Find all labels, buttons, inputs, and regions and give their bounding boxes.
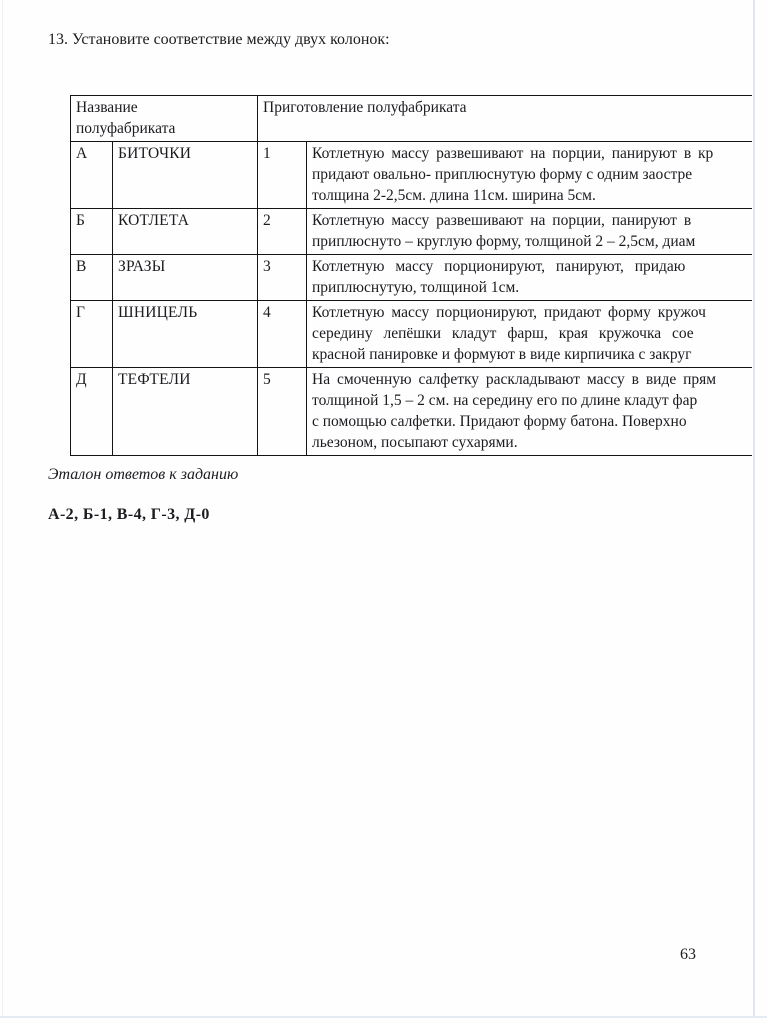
page-number: 63 [680,946,696,963]
table-row [71,255,753,301]
row-letter: Б [71,209,113,255]
header-preparation-column: Приготовление полуфабриката [258,96,753,142]
description-line: приплюснутую, толщиной 1см. [312,279,520,296]
row-name: ШНИЦЕЛЬ [113,301,258,368]
row-name: ТЕФТЕЛИ [113,368,258,456]
table-header-row [71,96,753,142]
page-bottom-edge-line [0,1016,767,1018]
row-letter: А [71,142,113,209]
row-letter: В [71,255,113,301]
description-line: На смоченную салфетку раскладывают массу в виде прям [312,371,717,388]
header-name-column: Название полуфабриката [71,96,258,142]
description-line: середину лепёшки кладут фарш, края кружочка сое [312,325,694,342]
description-line: Котлетную массу порционируют, панируют, придаю [312,258,686,275]
row-number: 2 [258,209,307,255]
description-line: Котлетную массу развешивают на порции, панируют в [312,212,692,229]
description-line: придают овально- приплюснутую форму с одним заостре [312,166,693,183]
table-row [71,209,753,255]
row-name: КОТЛЕТА [113,209,258,255]
description-line: толщина 2-2,5см. длина 11см. ширина 5см. [312,187,596,204]
page-right-edge-line [753,0,755,1017]
answer-key-values: А-2, Б-1, В-4, Г-3, Д-0 [48,506,210,523]
row-number: 5 [258,368,307,456]
row-number: 1 [258,142,307,209]
row-number: 3 [258,255,307,301]
row-description [307,142,753,209]
description-line: толщиной 1,5 – 2 см. на середину его по длине кладут фар [312,392,698,409]
row-description [307,368,753,456]
description-line: льезоном, посыпают сухарями. [312,434,518,451]
description-line: с помощью салфетки. Придают форму батона. Поверхно [312,413,687,430]
row-description [307,209,753,255]
table-row [71,301,753,368]
description-line: Котлетную массу развешивают на порции, панируют в кр [312,145,714,162]
row-description [307,255,753,301]
page-left-edge-line [2,0,3,1017]
table-row [71,142,753,209]
table-row [71,368,753,456]
row-number: 4 [258,301,307,368]
row-letter: Г [71,301,113,368]
row-name: ЗРАЗЫ [113,255,258,301]
row-name: БИТОЧКИ [113,142,258,209]
answer-key-heading: Эталон ответов к заданию [48,466,239,483]
description-line: приплюснуто – круглую форму, толщиной 2 – 2,5см, диам [312,233,696,250]
description-line: Котлетную массу порционируют, придают форму кружоч [312,304,706,321]
matching-table [70,95,752,456]
description-line: красной панировке и формуют в виде кирпичика с закруг [312,346,692,363]
question-title: 13. Установите соответствие между двух колонок: [48,31,390,48]
row-description [307,301,753,368]
row-letter: Д [71,368,113,456]
